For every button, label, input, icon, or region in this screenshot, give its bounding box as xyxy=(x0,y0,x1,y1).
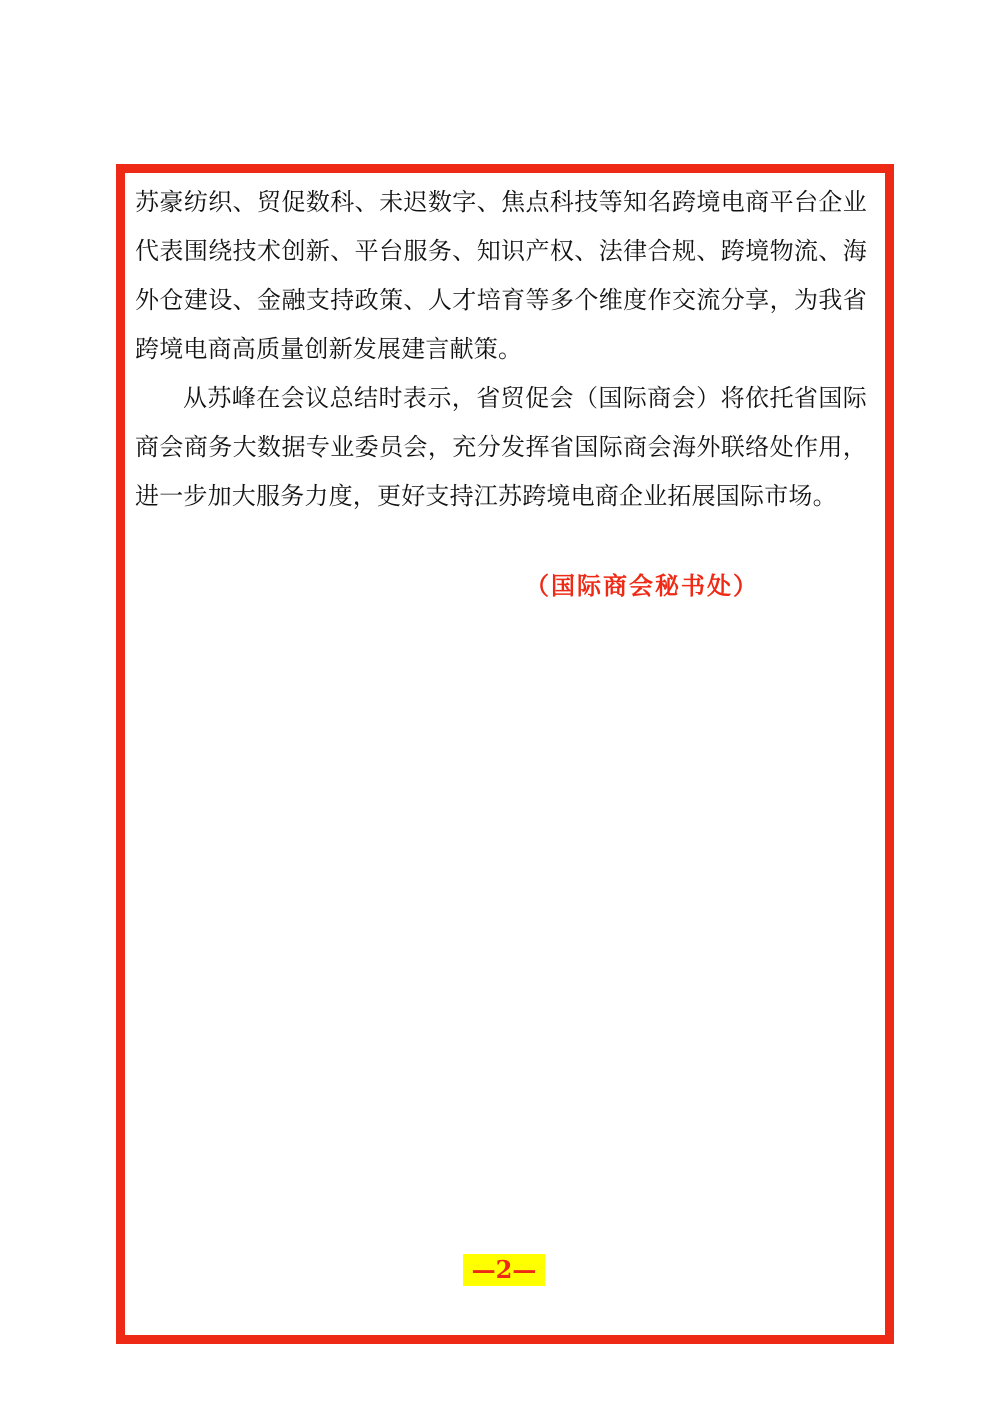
document-body xyxy=(135,178,867,521)
paragraph-2: 从苏峰在会议总结时表示，省贸促会（国际商会）将依托省国际商会商务大数据专业委员会，充分发挥省国际商会海外联络处作用，进一步加大服务力度，更好支持江苏跨境电商企业拓展国际市场。 xyxy=(135,384,867,510)
paragraph-1: 苏豪纺织、贸促数科、未迟数字、焦点科技等知名跨境电商平台企业代表围绕技术创新、平台服务、知识产权、法律合规、跨境物流、海外仓建设、金融支持政策、人才培育等多个维度作交流分享，为我省跨境电商高质量创新发展建言献策。 xyxy=(135,188,867,363)
signature: （国际商会秘书处） xyxy=(525,571,759,600)
page-number: —2— xyxy=(463,1254,545,1286)
